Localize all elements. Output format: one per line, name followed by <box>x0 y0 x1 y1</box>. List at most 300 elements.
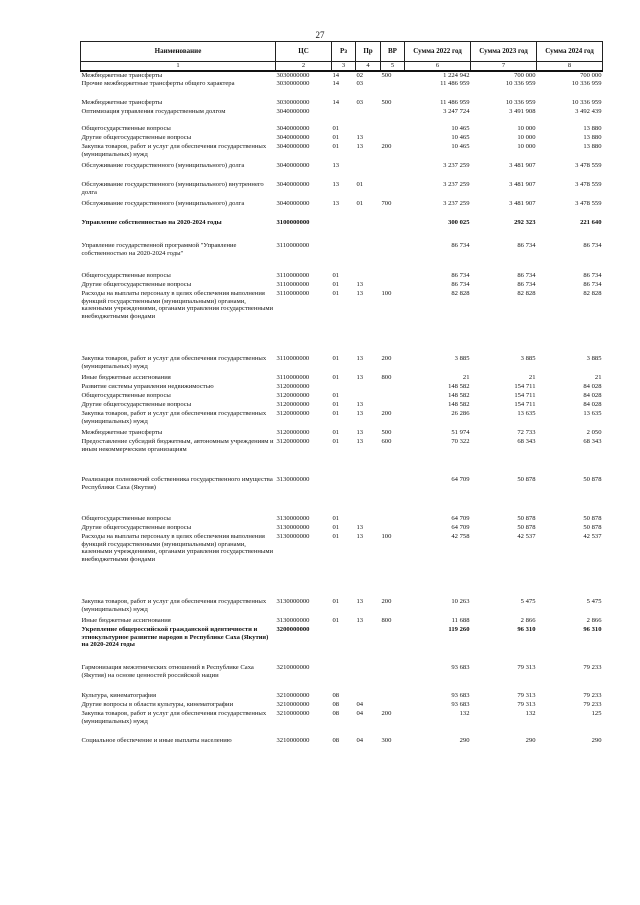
cell-pr <box>356 242 381 272</box>
column-number: 6 <box>405 62 471 72</box>
cell-pr: 13 <box>356 143 364 150</box>
cell-name: Реализация полномочий собственника государственного имущества Республики Саха (Якутия) <box>81 476 273 491</box>
table-row <box>81 355 603 374</box>
table-row <box>81 701 603 710</box>
cell-pr: 13 <box>356 355 364 362</box>
cell-cs: 3030000000 <box>276 99 310 106</box>
cell-sum-2022: 119 260 <box>448 626 470 633</box>
cell-cs: 3040000000 <box>276 134 310 141</box>
header-sum-2022: Сумма 2022 год <box>405 42 471 62</box>
cell-name: Закупка товаров, работ и услуг для обеспечения государственных (муниципальных) нужд <box>81 410 267 425</box>
cell-sum-2024: 96 310 <box>583 626 602 633</box>
cell-rz: 01 <box>332 355 340 362</box>
cell-name: Управление государственной программой "Управление собственностью на 2020-2024 годы" <box>81 242 237 257</box>
cell-sum-2023: 154 711 <box>514 401 536 408</box>
cell-pr <box>356 219 381 242</box>
cell-pr: 13 <box>356 598 364 605</box>
table-row <box>81 200 603 219</box>
cell-sum-2023: 3 481 907 <box>509 162 536 169</box>
cell-sum-2024: 82 828 <box>583 290 602 297</box>
cell-name: Другие общегосударственные вопросы <box>81 281 192 288</box>
cell-vr <box>381 242 405 272</box>
cell-pr: 13 <box>356 438 364 445</box>
cell-sum-2023: 86 734 <box>517 281 536 288</box>
cell-sum-2023: 79 313 <box>517 664 536 671</box>
cell-vr: 600 <box>381 438 392 445</box>
cell-name: Межбюджетные трансферты <box>81 429 163 436</box>
cell-vr <box>381 515 405 524</box>
cell-sum-2024: 86 734 <box>583 242 602 249</box>
cell-sum-2023: 10 000 <box>517 143 536 150</box>
cell-sum-2024: 3 478 559 <box>575 162 602 169</box>
cell-sum-2024: 3 478 559 <box>575 200 602 207</box>
cell-name: Развитие системы управления недвижимостью <box>81 383 214 390</box>
cell-cs: 3130000000 <box>276 533 310 540</box>
cell-rz: 13 <box>332 200 340 207</box>
table-row <box>81 664 603 692</box>
cell-vr <box>381 524 405 533</box>
header-vr: ВР <box>381 42 405 62</box>
cell-vr <box>381 281 405 290</box>
table-row <box>81 710 603 737</box>
cell-sum-2024: 50 878 <box>583 524 602 531</box>
cell-rz: 14 <box>332 80 340 87</box>
cell-pr: 13 <box>356 290 364 297</box>
cell-rz: 14 <box>332 72 340 79</box>
cell-vr <box>381 108 405 125</box>
cell-vr <box>381 383 405 392</box>
cell-sum-2024: 50 878 <box>583 515 602 522</box>
cell-name: Культура, кинематография <box>81 692 156 699</box>
header-sum-2023: Сумма 2023 год <box>471 42 537 62</box>
cell-vr: 200 <box>381 710 392 717</box>
cell-vr <box>381 401 405 410</box>
cell-rz: 01 <box>332 290 340 297</box>
cell-sum-2023: 10 336 959 <box>505 99 536 106</box>
cell-name: Иные бюджетные ассигнования <box>81 374 171 381</box>
cell-sum-2023: 2 866 <box>520 617 536 624</box>
header-sum-2024: Сумма 2024 год <box>537 42 603 62</box>
cell-sum-2022: 3 247 724 <box>443 108 470 115</box>
cell-pr <box>356 392 381 401</box>
cell-sum-2023: 96 310 <box>517 626 536 633</box>
cell-sum-2024: 5 475 <box>586 598 602 605</box>
cell-vr <box>381 219 405 242</box>
cell-sum-2024: 21 <box>594 374 602 381</box>
cell-pr: 13 <box>356 374 364 381</box>
cell-vr: 500 <box>381 429 392 436</box>
table-row <box>81 598 603 617</box>
cell-cs: 3130000000 <box>276 476 310 483</box>
cell-name: Управление собственностью на 2020-2024 годы <box>81 219 222 226</box>
cell-rz <box>332 242 356 272</box>
cell-sum-2024: 3 478 559 <box>575 181 602 188</box>
cell-sum-2024: 13 635 <box>583 410 602 417</box>
cell-pr: 01 <box>356 200 364 207</box>
cell-vr <box>381 80 405 99</box>
cell-sum-2022: 86 734 <box>451 242 470 249</box>
cell-cs: 3210000000 <box>276 710 310 717</box>
cell-pr: 04 <box>356 737 364 744</box>
cell-sum-2024: 68 343 <box>583 438 602 445</box>
column-number: 3 <box>332 62 356 72</box>
cell-sum-2022: 148 582 <box>448 383 470 390</box>
cell-sum-2024: 700 000 <box>580 72 602 79</box>
cell-rz: 01 <box>332 134 340 141</box>
cell-name: Другие вопросы в области культуры, кинематографии <box>81 701 234 708</box>
cell-sum-2022: 11 688 <box>451 617 470 624</box>
cell-vr <box>381 476 405 515</box>
cell-sum-2024: 79 233 <box>583 701 602 708</box>
cell-pr <box>356 108 381 125</box>
cell-sum-2022: 21 <box>462 374 470 381</box>
table-row <box>81 290 603 355</box>
cell-rz: 08 <box>332 692 340 699</box>
cell-sum-2022: 70 322 <box>451 438 470 445</box>
cell-name: Межбюджетные трансферты <box>81 72 163 79</box>
cell-rz <box>332 476 356 515</box>
cell-sum-2023: 154 711 <box>514 383 536 390</box>
table-row <box>81 476 603 515</box>
cell-sum-2024: 86 734 <box>583 272 602 279</box>
cell-sum-2023: 13 635 <box>517 410 536 417</box>
cell-pr: 01 <box>356 181 364 188</box>
cell-sum-2023: 50 878 <box>517 476 536 483</box>
cell-pr: 13 <box>356 401 364 408</box>
header-name: Наименование <box>81 42 276 62</box>
cell-sum-2023: 72 733 <box>517 429 536 436</box>
cell-vr: 200 <box>381 410 392 417</box>
cell-sum-2024: 79 233 <box>583 692 602 699</box>
cell-name: Расходы на выплаты персоналу в целях обеспечения выполнения функций государственными (муниципальными) органами, казенными учреждениями, органами управления государственными внебюджетными фондами <box>81 290 274 320</box>
cell-sum-2023: 10 336 959 <box>505 80 536 87</box>
cell-cs: 3040000000 <box>276 108 310 115</box>
cell-sum-2024: 10 336 959 <box>571 99 602 106</box>
cell-pr <box>356 515 381 524</box>
cell-cs: 3120000000 <box>276 401 310 408</box>
cell-cs: 3210000000 <box>276 737 310 744</box>
cell-sum-2023: 292 323 <box>514 219 536 226</box>
cell-cs: 3210000000 <box>276 692 310 699</box>
cell-sum-2023: 50 878 <box>517 524 536 531</box>
cell-cs: 3110000000 <box>276 281 310 288</box>
cell-cs: 3130000000 <box>276 515 310 522</box>
cell-rz: 01 <box>332 281 340 288</box>
cell-sum-2022: 64 709 <box>451 476 470 483</box>
cell-sum-2022: 1 224 942 <box>443 72 470 79</box>
cell-sum-2023: 3 481 907 <box>509 200 536 207</box>
cell-sum-2022: 10 263 <box>451 598 470 605</box>
cell-rz: 13 <box>332 181 340 188</box>
cell-sum-2024: 13 880 <box>583 143 602 150</box>
cell-vr <box>381 692 405 701</box>
cell-sum-2023: 86 734 <box>517 272 536 279</box>
cell-cs: 3130000000 <box>276 617 310 624</box>
cell-name: Предоставление субсидий бюджетным, автономным учреждениям и иным некоммерческим организациям <box>81 438 274 453</box>
table-row <box>81 410 603 429</box>
table-row <box>81 242 603 272</box>
cell-cs: 3120000000 <box>276 438 310 445</box>
table-row <box>81 524 603 533</box>
cell-vr: 500 <box>381 72 392 79</box>
table-row <box>81 219 603 242</box>
cell-sum-2023: 50 878 <box>517 515 536 522</box>
cell-sum-2024: 2 866 <box>586 617 602 624</box>
cell-sum-2022: 3 885 <box>454 355 470 362</box>
cell-sum-2023: 5 475 <box>520 598 536 605</box>
table-row <box>81 374 603 383</box>
cell-sum-2022: 86 734 <box>451 272 470 279</box>
cell-sum-2023: 68 343 <box>517 438 536 445</box>
cell-pr: 04 <box>356 701 364 708</box>
cell-rz: 14 <box>332 99 340 106</box>
cell-sum-2024: 2 050 <box>586 429 602 436</box>
cell-sum-2023: 700 000 <box>514 72 536 79</box>
cell-sum-2023: 79 313 <box>517 701 536 708</box>
column-number: 1 <box>81 62 276 72</box>
cell-name: Общегосударственные вопросы <box>81 392 171 399</box>
cell-rz <box>332 108 356 125</box>
cell-rz: 01 <box>332 374 340 381</box>
cell-sum-2022: 64 709 <box>451 524 470 531</box>
cell-sum-2022: 26 286 <box>451 410 470 417</box>
table-row <box>81 429 603 438</box>
cell-sum-2024: 3 492 439 <box>575 108 602 115</box>
table-row <box>81 134 603 143</box>
cell-cs: 3210000000 <box>276 664 310 671</box>
cell-sum-2022: 42 758 <box>451 533 470 540</box>
cell-pr: 13 <box>356 617 364 624</box>
cell-vr <box>381 626 405 664</box>
cell-sum-2023: 79 313 <box>517 692 536 699</box>
cell-vr <box>381 162 405 181</box>
column-number: 7 <box>471 62 537 72</box>
cell-pr: 04 <box>356 710 364 717</box>
cell-name: Другие общегосударственные вопросы <box>81 134 192 141</box>
cell-pr: 13 <box>356 281 364 288</box>
cell-cs: 3040000000 <box>276 125 310 132</box>
cell-cs: 3120000000 <box>276 392 310 399</box>
table-row <box>81 162 603 181</box>
cell-vr: 300 <box>381 737 392 744</box>
table-row <box>81 617 603 626</box>
cell-pr <box>356 692 381 701</box>
cell-name: Обслуживание государственного (муниципального) долга <box>81 162 245 169</box>
cell-pr <box>356 125 381 134</box>
cell-sum-2024: 13 880 <box>583 125 602 132</box>
cell-rz <box>332 383 356 392</box>
table-row <box>81 438 603 476</box>
cell-vr: 500 <box>381 99 392 106</box>
cell-sum-2023: 290 <box>525 737 536 744</box>
cell-rz: 01 <box>332 515 340 522</box>
cell-cs: 3200000000 <box>276 626 310 633</box>
header-rz: Рз <box>332 42 356 62</box>
cell-sum-2022: 132 <box>459 710 470 717</box>
cell-vr <box>381 272 405 281</box>
cell-sum-2024: 42 537 <box>583 533 602 540</box>
cell-pr: 13 <box>356 533 364 540</box>
table-row <box>81 692 603 701</box>
table-row <box>81 181 603 200</box>
cell-pr <box>356 476 381 515</box>
cell-name: Гармонизация межэтнических отношений в Республике Саха (Якутия) на основе ценностей российской нации <box>81 664 254 679</box>
table-row <box>81 80 603 99</box>
cell-pr <box>356 626 381 664</box>
table-row <box>81 99 603 108</box>
header-cs: ЦС <box>276 42 332 62</box>
cell-name: Общегосударственные вопросы <box>81 125 171 132</box>
cell-cs: 3130000000 <box>276 598 310 605</box>
cell-name: Закупка товаров, работ и услуг для обеспечения государственных (муниципальных) нужд <box>81 355 267 370</box>
cell-name: Общегосударственные вопросы <box>81 515 171 522</box>
cell-name: Обслуживание государственного (муниципального) внутреннего долга <box>81 181 264 196</box>
cell-sum-2022: 10 465 <box>451 143 470 150</box>
budget-table <box>80 41 603 747</box>
cell-cs: 3120000000 <box>276 383 310 390</box>
cell-sum-2022: 3 237 259 <box>443 181 470 188</box>
cell-sum-2024: 13 880 <box>583 134 602 141</box>
cell-cs: 3110000000 <box>276 272 310 279</box>
cell-pr <box>356 664 381 692</box>
table-row <box>81 108 603 125</box>
cell-cs: 3040000000 <box>276 181 310 188</box>
cell-rz: 01 <box>332 533 340 540</box>
cell-sum-2022: 10 465 <box>451 134 470 141</box>
cell-vr <box>381 701 405 710</box>
cell-sum-2023: 82 828 <box>517 290 536 297</box>
cell-pr: 13 <box>356 429 364 436</box>
cell-cs: 3110000000 <box>276 374 310 381</box>
cell-cs: 3120000000 <box>276 410 310 417</box>
cell-sum-2022: 11 486 959 <box>440 99 470 106</box>
table-row <box>81 515 603 524</box>
cell-vr: 700 <box>381 200 392 207</box>
table-row <box>81 401 603 410</box>
column-number: 4 <box>356 62 381 72</box>
cell-cs: 3030000000 <box>276 72 310 79</box>
cell-name: Иные бюджетные ассигнования <box>81 617 171 624</box>
cell-rz: 01 <box>332 143 340 150</box>
table-row <box>81 143 603 162</box>
table-row <box>81 272 603 281</box>
cell-rz: 01 <box>332 524 340 531</box>
cell-name: Расходы на выплаты персоналу в целях обеспечения выполнения функций государственными (муниципальными) органами, казенными учреждениями, органами управления государственными внебюджетными фондами <box>81 533 274 563</box>
cell-pr: 02 <box>356 72 364 79</box>
cell-sum-2024: 86 734 <box>583 281 602 288</box>
cell-sum-2023: 3 491 908 <box>509 108 536 115</box>
cell-sum-2024: 84 028 <box>583 392 602 399</box>
cell-pr <box>356 272 381 281</box>
cell-rz: 01 <box>332 617 340 624</box>
cell-rz: 01 <box>332 272 340 279</box>
cell-rz: 13 <box>332 162 340 169</box>
cell-rz <box>332 626 356 664</box>
cell-pr: 03 <box>356 80 364 87</box>
cell-sum-2022: 10 465 <box>451 125 470 132</box>
cell-name: Закупка товаров, работ и услуг для обеспечения государственных (муниципальных) нужд <box>81 710 267 725</box>
table-row <box>81 737 603 747</box>
table-body <box>81 71 603 747</box>
column-number: 2 <box>276 62 332 72</box>
cell-vr <box>381 134 405 143</box>
cell-cs: 3040000000 <box>276 162 310 169</box>
cell-name: Социальное обеспечение и иные выплаты населению <box>81 737 232 744</box>
cell-sum-2023: 154 711 <box>514 392 536 399</box>
cell-name: Оптимизация управления государственным долгом <box>81 108 226 115</box>
cell-name: Межбюджетные трансферты <box>81 99 163 106</box>
table-row <box>81 383 603 392</box>
cell-sum-2023: 132 <box>525 710 536 717</box>
cell-cs: 3100000000 <box>276 219 310 226</box>
cell-name: Другие общегосударственные вопросы <box>81 524 192 531</box>
cell-rz: 08 <box>332 710 340 717</box>
cell-rz: 01 <box>332 410 340 417</box>
cell-rz: 01 <box>332 429 340 436</box>
cell-sum-2022: 3 237 259 <box>443 200 470 207</box>
column-number: 8 <box>537 62 603 72</box>
cell-pr <box>356 383 381 392</box>
cell-cs: 3210000000 <box>276 701 310 708</box>
table-row <box>81 533 603 598</box>
cell-sum-2024: 3 885 <box>586 355 602 362</box>
cell-sum-2024: 84 028 <box>583 383 602 390</box>
cell-rz: 01 <box>332 125 340 132</box>
cell-rz <box>332 664 356 692</box>
cell-vr: 200 <box>381 355 392 362</box>
cell-sum-2024: 79 233 <box>583 664 602 671</box>
cell-pr: 03 <box>356 99 364 106</box>
cell-cs: 3040000000 <box>276 200 310 207</box>
cell-pr: 13 <box>356 524 364 531</box>
page-number: 27 <box>315 30 325 40</box>
table-row <box>81 71 603 80</box>
cell-vr: 800 <box>381 617 392 624</box>
cell-sum-2022: 82 828 <box>451 290 470 297</box>
cell-sum-2024: 50 878 <box>583 476 602 483</box>
cell-sum-2023: 42 537 <box>517 533 536 540</box>
table-row <box>81 125 603 134</box>
cell-sum-2022: 86 734 <box>451 281 470 288</box>
cell-sum-2022: 3 237 259 <box>443 162 470 169</box>
cell-sum-2022: 64 709 <box>451 515 470 522</box>
cell-sum-2023: 10 000 <box>517 125 536 132</box>
cell-rz: 01 <box>332 438 340 445</box>
column-number-row <box>81 62 603 72</box>
header-pr: Пр <box>356 42 381 62</box>
cell-vr <box>381 664 405 692</box>
cell-name: Обслуживание государственного (муниципального) долга <box>81 200 245 207</box>
cell-sum-2024: 10 336 959 <box>571 80 602 87</box>
cell-cs: 3110000000 <box>276 290 310 297</box>
cell-pr <box>356 162 381 181</box>
cell-sum-2022: 11 486 959 <box>440 80 470 87</box>
cell-cs: 3120000000 <box>276 429 310 436</box>
cell-vr <box>381 392 405 401</box>
cell-sum-2024: 290 <box>591 737 602 744</box>
table-header-row <box>81 42 603 62</box>
cell-sum-2023: 10 000 <box>517 134 536 141</box>
cell-sum-2024: 221 640 <box>580 219 602 226</box>
cell-sum-2023: 86 734 <box>517 242 536 249</box>
table-row <box>81 392 603 401</box>
cell-cs: 3130000000 <box>276 524 310 531</box>
cell-cs: 3110000000 <box>276 355 310 362</box>
cell-vr <box>381 125 405 134</box>
cell-vr: 200 <box>381 598 392 605</box>
cell-name: Укрепление общероссийской гражданской идентичности и этнокультурное развитие народов в Республике Саха (Якутия) на 2020-2024 годы <box>81 626 269 649</box>
cell-name: Прочие межбюджетные трансферты общего характера <box>81 80 235 87</box>
